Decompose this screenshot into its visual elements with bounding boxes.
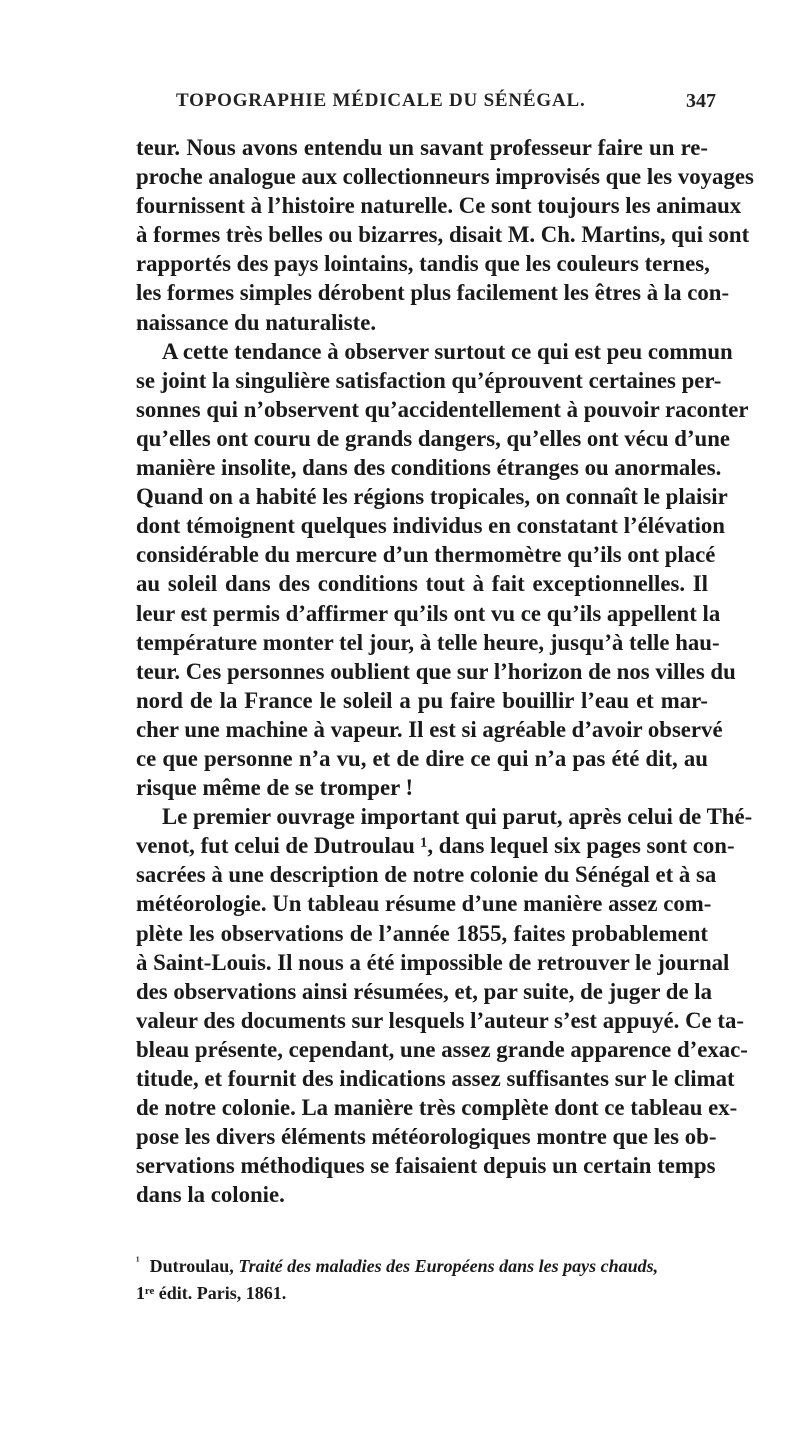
body-line: sacrées à une description de notre colonie du Sénégal et à sa — [136, 862, 717, 888]
body-line: Quand on a habité les régions tropicales, on connaît le plaisir — [136, 484, 728, 510]
body-line: météorologie. Un tableau résume d’une manière assez com- — [136, 891, 712, 917]
body-line: teur. Ces personnes oublient que sur l’horizon de nos villes du — [136, 658, 736, 684]
running-title: TOPOGRAPHIE MÉDICALE DU SÉNÉGAL. — [176, 90, 586, 111]
body-line: naissance du naturaliste. — [136, 309, 377, 335]
body-line: de notre colonie. La manière très complète dont ce tableau ex- — [136, 1095, 738, 1121]
body-line: proche analogue aux collectionneurs improvisés que les voyages — [136, 164, 754, 190]
body-line: bleau présente, cependant, une assez grande apparence d’exac- — [136, 1036, 748, 1062]
body-line: plète les observations de l’année 1855, faites probablement — [136, 920, 708, 946]
body-text — [136, 133, 754, 1209]
body-line: manière insolite, dans des conditions étranges ou anormales. — [136, 455, 722, 481]
body-line: température monter tel jour, à telle heure, jusqu’à telle hau- — [136, 629, 720, 655]
running-head — [176, 90, 716, 114]
body-line: au soleil dans des conditions tout à fait exceptionnelles. Il — [136, 571, 708, 597]
footnote-mark: ¹ — [136, 1254, 140, 1268]
body-line: fournissent à l’histoire naturelle. Ce sont toujours les animaux — [136, 193, 742, 219]
body-line: dans la colonie. — [136, 1182, 285, 1208]
body-line: à formes très belles ou bizarres, disait M. Ch. Martins, qui sont — [136, 222, 750, 248]
footnote-line-2: 1ʳᵉ édit. Paris, 1861. — [136, 1283, 287, 1303]
body-line: dont témoignent quelques individus en constatant l’élévation — [136, 513, 725, 539]
page-number: 347 — [686, 90, 716, 112]
body-line: servations méthodiques se faisaient depuis un certain temps — [136, 1153, 716, 1179]
body-line: teur. Nous avons entendu un savant professeur faire un re- — [136, 135, 708, 160]
body-line: à Saint-Louis. Il nous a été impossible de retrouver le journal — [136, 949, 730, 975]
body-line: les formes simples dérobent plus facilement les êtres à la con- — [136, 280, 730, 306]
body-line: leur est permis d’affirmer qu’ils ont vu ce qu’ils appellent la — [136, 600, 721, 626]
body-line: des observations ainsi résumées, et, par suite, de juger de la — [136, 978, 713, 1004]
body-line: Le premier ouvrage important qui parut, après celui de Thé- — [162, 804, 753, 830]
body-line: sonnes qui n’observent qu’accidentellement à pouvoir raconter — [136, 396, 749, 422]
body-line: A cette tendance à observer surtout ce qui est peu commun — [162, 338, 733, 364]
body-line: se joint la singulière satisfaction qu’éprouvent certaines per- — [136, 367, 722, 393]
footnote-author: Dutroulau, — [149, 1256, 234, 1276]
body-line: considérable du mercure d’un thermomètre qu’ils ont placé — [136, 542, 716, 568]
body-line: risque même de se tromper ! — [136, 775, 414, 801]
body-line: pose les divers éléments météorologiques montre que les ob- — [136, 1124, 717, 1150]
footnote — [136, 1248, 708, 1307]
body-line: valeur des documents sur lesquels l’auteur s’est appuyé. Ce ta- — [136, 1007, 744, 1033]
footnote-title: Traité des maladies des Européens dans les pays chauds, — [238, 1256, 659, 1276]
body-line: titude, et fournit des indications assez suffisantes sur le climat — [136, 1066, 735, 1091]
body-line: rapportés des pays lointains, tandis que les couleurs ternes, — [136, 251, 710, 277]
body-line: cher une machine à vapeur. Il est si agréable d’avoir observé — [136, 716, 723, 742]
body-line: nord de la France le soleil a pu faire bouillir l’eau et mar- — [136, 687, 708, 713]
body-line: ce que personne n’a vu, et de dire ce qui n’a pas été dit, au — [136, 745, 708, 771]
body-line: qu’elles ont couru de grands dangers, qu’elles ont vécu d’une — [136, 425, 731, 451]
footnote-line-1 — [136, 1248, 708, 1280]
body-line: venot, fut celui de Dutroulau ¹, dans lequel six pages sont con- — [136, 833, 735, 859]
